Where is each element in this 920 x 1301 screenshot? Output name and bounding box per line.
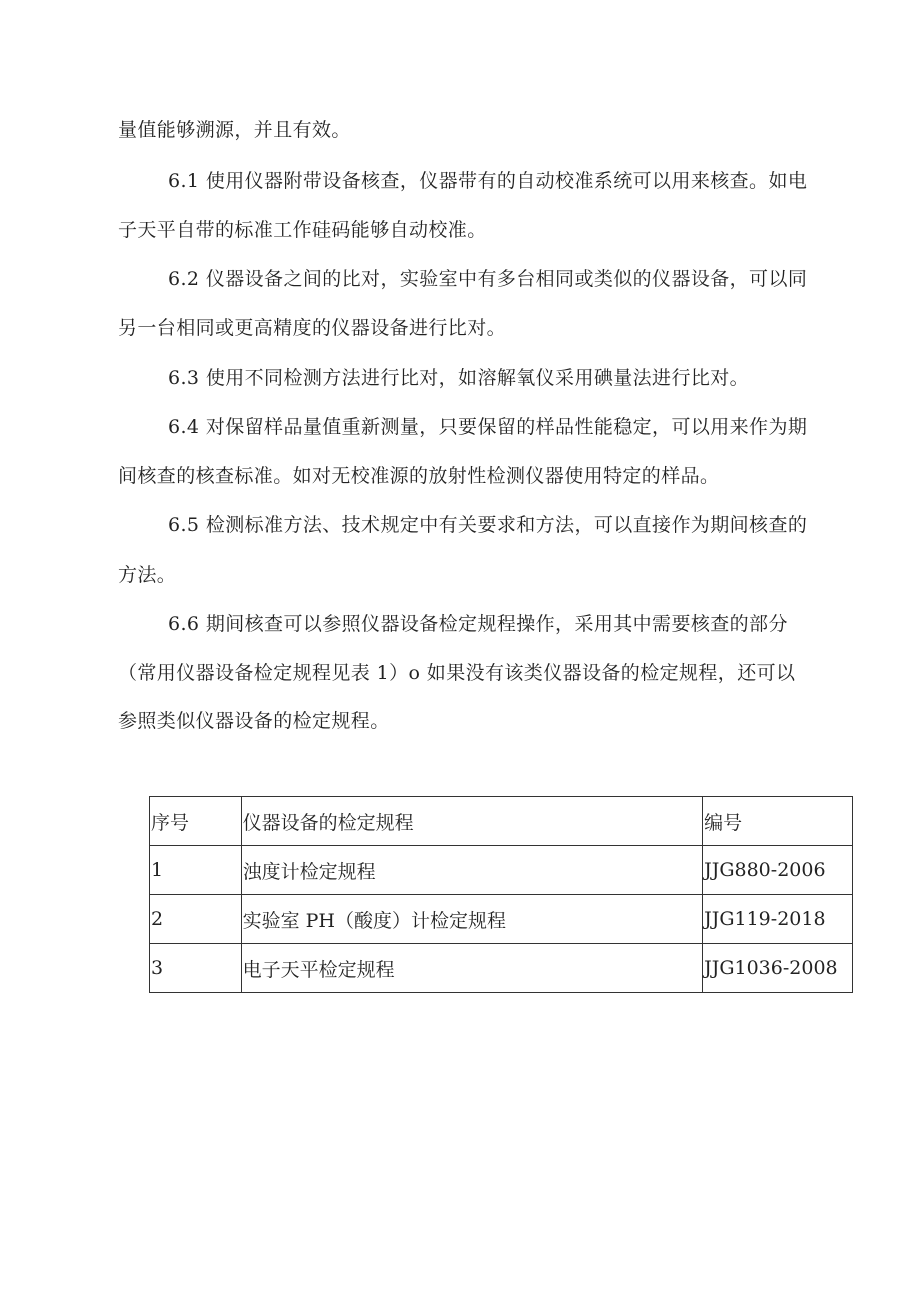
- paragraph-6-6-line-2: （常用仪器设备检定规程见表 1）o 如果没有该类仪器设备的检定规程，还可以: [118, 662, 796, 684]
- table-cell-serial: 1: [150, 846, 242, 895]
- table-cell-regulation: 浊度计检定规程: [241, 846, 703, 895]
- header-code: 编号: [703, 797, 853, 846]
- paragraph-line: 量值能够溯源，并且有效。: [118, 119, 351, 141]
- header-serial-number: 序号: [150, 797, 242, 846]
- paragraph-6-6-line-1: 6.6 期间核查可以参照仪器设备检定规程操作，采用其中需要核查的部分: [168, 613, 788, 635]
- paragraph-6-6-line-3: 参照类似仪器设备的检定规程。: [118, 710, 390, 732]
- table-cell-code: JJG1036-2008: [703, 944, 853, 993]
- table-row: [150, 895, 853, 944]
- paragraph-6-5-line-2: 方法。: [118, 564, 177, 586]
- table-cell-serial: 2: [150, 895, 242, 944]
- paragraph-6-2-line-1: 6.2 仪器设备之间的比对，实验室中有多台相同或类似的仪器设备，可以同: [168, 268, 808, 290]
- header-regulation-name: 仪器设备的检定规程: [241, 797, 703, 846]
- paragraph-6-2-line-2: 另一台相同或更高精度的仪器设备进行比对。: [118, 317, 507, 339]
- paragraph-6-3-line-1: 6.3 使用不同检测方法进行比对，如溶解氧仪采用碘量法进行比对。: [168, 367, 750, 389]
- verification-regulations-table: [149, 796, 853, 993]
- table-row: [150, 944, 853, 993]
- paragraph-6-5-line-1: 6.5 检测标准方法、技术规定中有关要求和方法，可以直接作为期间核查的: [168, 514, 808, 536]
- table-cell-regulation: 实验室 PH（酸度）计检定规程: [241, 895, 703, 944]
- paragraph-6-1-line-2: 子天平自带的标准工作硅码能够自动校准。: [118, 219, 487, 241]
- table-header-row: [150, 797, 853, 846]
- table-cell-code: JJG880-2006: [703, 846, 853, 895]
- table-row: [150, 846, 853, 895]
- paragraph-6-1-line-1: 6.1 使用仪器附带设备核查，仪器带有的自动校准系统可以用来核查。如电: [168, 170, 808, 192]
- table-cell-code: JJG119-2018: [703, 895, 853, 944]
- paragraph-6-4-line-2: 间核查的核查标准。如对无校准源的放射性检测仪器使用特定的样品。: [118, 465, 720, 487]
- table-cell-serial: 3: [150, 944, 242, 993]
- table-cell-regulation: 电子天平检定规程: [241, 944, 703, 993]
- paragraph-6-4-line-1: 6.4 对保留样品量值重新测量，只要保留的样品性能稳定，可以用来作为期: [168, 416, 808, 438]
